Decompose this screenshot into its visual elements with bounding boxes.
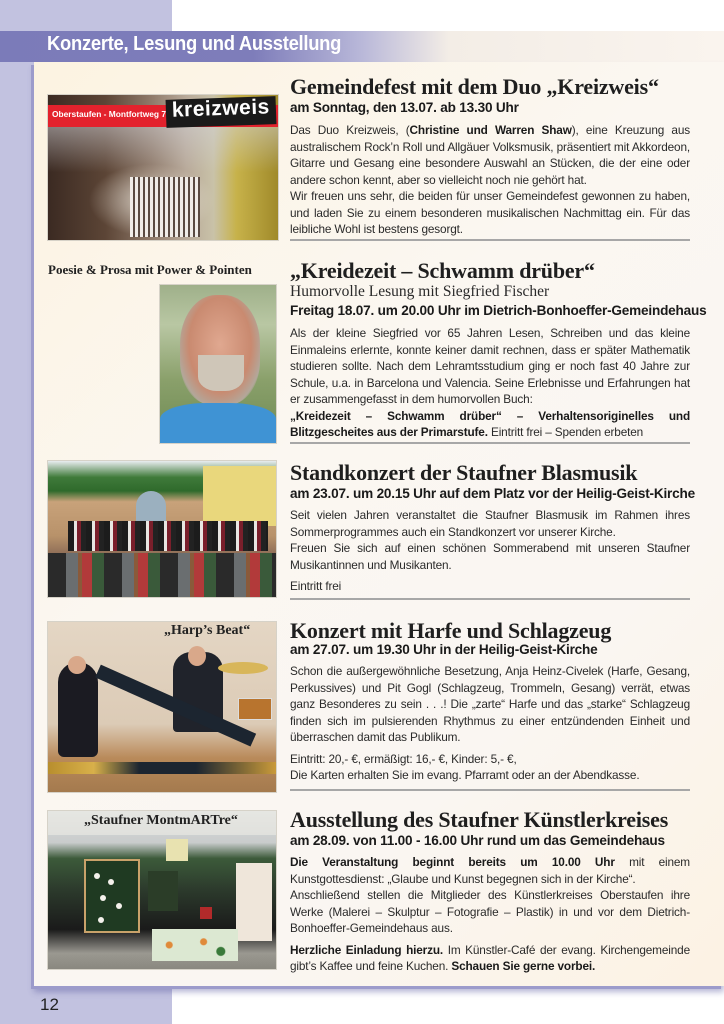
invitation: Herzliche Einladung hierzu. xyxy=(290,942,444,957)
event-description xyxy=(290,507,690,595)
paragraph: Seit vielen Jahren veranstaltet die Staufner Blasmusik im Rahmen ihres Sommerprogrammes auch ein Standkonzert vor unserer Kirche. xyxy=(290,508,690,539)
event-date: am Sonntag, den 13.07. ab 13.30 Uhr xyxy=(290,100,519,115)
text: Im Künstler-Café der evang. Kirchengemeinde gibt’s Kaffee und feine Kuchen. xyxy=(290,942,690,973)
siegfried-fischer-portrait xyxy=(159,284,277,444)
event-description xyxy=(290,663,690,784)
montmartre-caption: „Staufner MontmARTre“ xyxy=(84,813,238,828)
kreizweis-address: Oberstaufen - Montfortweg 7 xyxy=(52,109,166,119)
divider xyxy=(290,598,690,600)
text: ), eine Kreuzung aus australischem Rock’n Roll und Allgäuer Volksmusik, präsentiert mit Akkordeon, Gitarre und Gesang eine besondere Auswahl an Stücken, die der eine oder andere schon kennt, aber so vielleicht noch nie gehört hat. xyxy=(290,123,690,187)
event-subtitle: Humorvolle Lesung mit Siegfried Fischer xyxy=(290,283,550,300)
paragraph: Schon die außergewöhnliche Besetzung, Anja Heinz-Civelek (Harfe, Gesang, Perkussives) und Pit Gogl (Schlagzeug, Trommeln, Gesang) verrät, etwas ganz Besonderes zu sein . . .! Die „zarte“ Harfe und das „starke“ Schlagzeug finden sich im pulsierenden Rhythmus zu einer entzündenden Einheit und überraschen damit das Publikum. xyxy=(290,664,690,744)
reading-tagline: Poesie & Prosa mit Power & Pointen xyxy=(48,262,252,277)
kreizweis-photo xyxy=(47,94,279,241)
page-section-title: Konzerte, Lesung und Ausstellung xyxy=(47,33,342,55)
content-panel xyxy=(34,62,724,986)
paragraph: Freuen Sie sich auf einen schönen Sommerabend mit unseren Staufner Musikantinnen und Musikanten. xyxy=(290,541,690,572)
event-title: Ausstellung des Staufner Künstlerkreises xyxy=(290,807,669,832)
accordion-shape xyxy=(130,177,200,237)
art-exhibition-photo xyxy=(47,810,277,970)
event-description xyxy=(290,854,690,975)
event-description xyxy=(290,122,690,238)
performer-names: Christine und Warren Shaw xyxy=(409,123,572,137)
price-info: Eintritt: 20,- €, ermäßigt: 16,- €, Kinder: 5,- €, xyxy=(290,751,517,766)
divider xyxy=(290,789,690,791)
text: mit einem Kunstgottesdienst: „Glaube und Kunst begegnen sich in der Kirche“. xyxy=(290,855,690,886)
ticket-info: Die Karten erhalten Sie im evang. Pfarramt oder an der Abendkasse. xyxy=(290,768,640,782)
harps-beat-photo xyxy=(47,621,277,793)
kreizweis-logo-text: kreizweis xyxy=(171,95,271,122)
book-title: „Kreidezeit – Schwamm drüber“ – Verhaltensoriginelles und Blitzgescheites aus der Primarstufe. xyxy=(290,408,690,439)
event-date: am 23.07. um 20.15 Uhr auf dem Platz vor der Heilig-Geist-Kirche xyxy=(290,486,695,501)
paragraph: Wir freuen uns sehr, die beiden für unser Gemeindefest gewonnen zu haben, und laden Sie zu einem besonderen musikalischen Nachmittag ein. Für das leibliche Wohl ist bestens gesorgt. xyxy=(290,189,690,236)
start-time-note: Die Veranstaltung beginnt bereits um 10.00 Uhr xyxy=(290,855,615,869)
admission-info: Eintritt frei xyxy=(290,579,342,593)
event-date: Freitag 18.07. um 20.00 Uhr im Dietrich-Bonhoeffer-Gemeindehaus xyxy=(290,303,707,318)
event-description xyxy=(290,325,690,441)
kreizweis-logo xyxy=(166,96,277,128)
event-title: „Kreidezeit – Schwamm drüber“ xyxy=(290,258,595,283)
paragraph: Anschließend stellen die Mitglieder des Künstlerkreises Oberstaufen ihre Werke (Malerei – Skulptur – Fotografie – Plastik) in und vor dem Dietrich-Bonhoeffer-Gemeindehaus aus. xyxy=(290,888,690,935)
paragraph: Als der kleine Siegfried vor 65 Jahren Lesen, Schreiben und das kleine Einmaleins erlernte, konnte keiner damit rechnen, dass er später Mathematik studieren sollte. Nach dem Lehramtsstudium ging er noch fast 40 Jahre zur Schule, u.a. in Barcelona und Valencia. Seine Erlebnisse und Erfahrungen hat er zusammengefasst in dem humorvollen Buch: xyxy=(290,326,690,406)
divider xyxy=(290,442,690,444)
event-title: Konzert mit Harfe und Schlagzeug xyxy=(290,618,612,643)
event-date: am 28.09. von 11.00 - 16.00 Uhr rund um das Gemeindehaus xyxy=(290,833,665,848)
divider xyxy=(290,239,690,241)
event-title: Gemeindefest mit dem Duo „Kreizweis“ xyxy=(290,74,659,99)
brass-band-photo xyxy=(47,460,277,598)
harps-beat-caption: „Harp’s Beat“ xyxy=(164,623,251,638)
event-title: Standkonzert der Staufner Blasmusik xyxy=(290,460,638,485)
event-date: am 27.07. um 19.30 Uhr in der Heilig-Geist-Kirche xyxy=(290,642,598,657)
closing-note: Schauen Sie gerne vorbei. xyxy=(451,959,596,973)
admission-info: Eintritt frei – Spenden erbeten xyxy=(490,425,644,439)
text: Das Duo Kreizweis, ( xyxy=(290,123,410,137)
page-number: 12 xyxy=(40,995,59,1014)
